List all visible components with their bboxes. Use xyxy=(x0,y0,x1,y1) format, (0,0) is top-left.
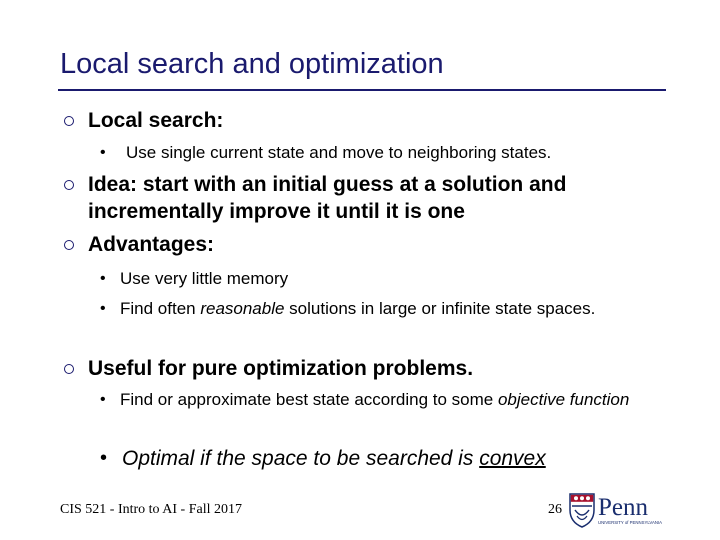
penn-logo xyxy=(568,490,672,528)
sub-bullet-dot-icon: • xyxy=(100,144,106,161)
penn-shield-icon xyxy=(570,494,594,527)
sub-bullet-objective-function: Find or approximate best state according to some objective function xyxy=(120,390,630,409)
bullet-local-search: Local search: xyxy=(88,109,224,132)
sub-bullet-reasonable-solutions: Find often reasonable solutions in large or infinite state spaces. xyxy=(120,299,596,318)
bullet-advantages: Advantages: xyxy=(88,233,215,256)
penn-tagline: UNIVERSITY of PENNSYLVANIA xyxy=(598,520,662,525)
bullet-ring-icon xyxy=(64,364,74,374)
sub-bullet-dot-icon: • xyxy=(100,300,106,317)
slide-title: Local search and optimization xyxy=(60,48,444,80)
footer-course: CIS 521 - Intro to AI - Fall 2017 xyxy=(60,502,242,517)
sub-bullet-dot-icon: • xyxy=(100,447,108,469)
bullet-optimization: Useful for pure optimization problems. xyxy=(88,357,474,380)
sub-bullet-dot-icon: • xyxy=(100,270,106,287)
sub-bullet-current-state: Use single current state and move to neighboring states. xyxy=(126,143,552,162)
page-number: 26 xyxy=(548,502,562,517)
bullet-ring-icon xyxy=(64,116,74,126)
bullet-ring-icon xyxy=(64,180,74,190)
sub-bullet-convex: Optimal if the space to be searched is convex xyxy=(122,447,546,470)
penn-wordmark: Penn xyxy=(598,494,648,521)
bullet-idea: Idea: start with an initial guess at a solution and incrementally improve it until it is one xyxy=(88,173,567,223)
sub-bullet-memory: Use very little memory xyxy=(120,269,289,288)
sub-bullet-dot-icon: • xyxy=(100,391,106,408)
bullet-ring-icon xyxy=(64,240,74,250)
title-underline xyxy=(58,89,666,91)
